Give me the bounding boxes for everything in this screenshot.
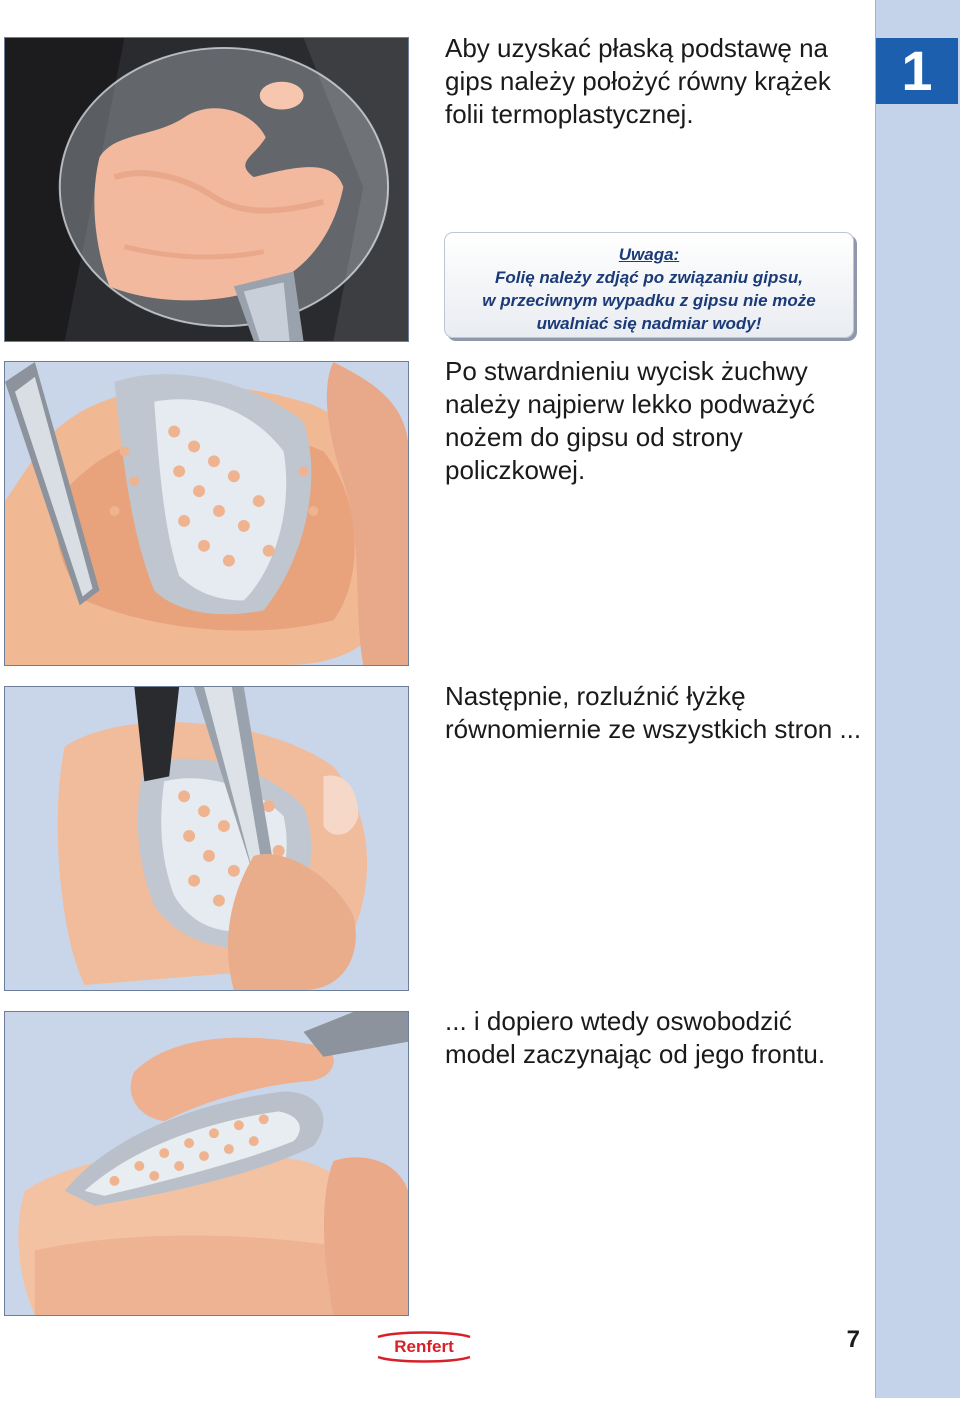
removing-model-illustration xyxy=(5,1012,408,1315)
logo-text: Renfert xyxy=(394,1337,454,1356)
page-number: 7 xyxy=(846,1326,860,1353)
photo-knife-prying xyxy=(4,361,409,666)
photo-removing-model xyxy=(4,1011,409,1316)
knife-prying-illustration xyxy=(5,362,408,665)
note-line: Folię należy zdjąć po związaniu gipsu, xyxy=(495,268,803,287)
note-line: w przeciwnym wypadku z gipsu nie może xyxy=(482,291,816,310)
side-band xyxy=(876,0,960,1398)
step-1-text: Aby uzyskać płaską podstawę na gips należy położyć równy krążek folii termoplastycznej. xyxy=(445,33,831,129)
side-band-border xyxy=(875,0,876,1398)
plaster-disc-illustration xyxy=(5,38,408,341)
renfert-logo xyxy=(374,1329,474,1365)
photo-plaster-disc xyxy=(4,37,409,342)
note-title: Uwaga: xyxy=(618,245,680,264)
step-3-text: Następnie, rozluźnić łyżkę równomiernie ze wszystkich stron ... xyxy=(445,681,862,744)
step-4-text: ... i dopiero wtedy oswobodzić model zaczynając od jego frontu. xyxy=(445,1006,826,1069)
chapter-number-tab: 1 xyxy=(876,38,958,104)
note-line: uwalniać się nadmiar wody! xyxy=(536,314,762,333)
loosening-tray-illustration xyxy=(5,687,408,990)
warning-note-box xyxy=(444,232,854,338)
step-2-text: Po stwardnieniu wycisk żuchwy należy najpierw lekko podważyć nożem do gipsu od strony policzkowej. xyxy=(445,356,815,485)
photo-loosening-tray xyxy=(4,686,409,991)
logo-mark xyxy=(374,1329,474,1365)
